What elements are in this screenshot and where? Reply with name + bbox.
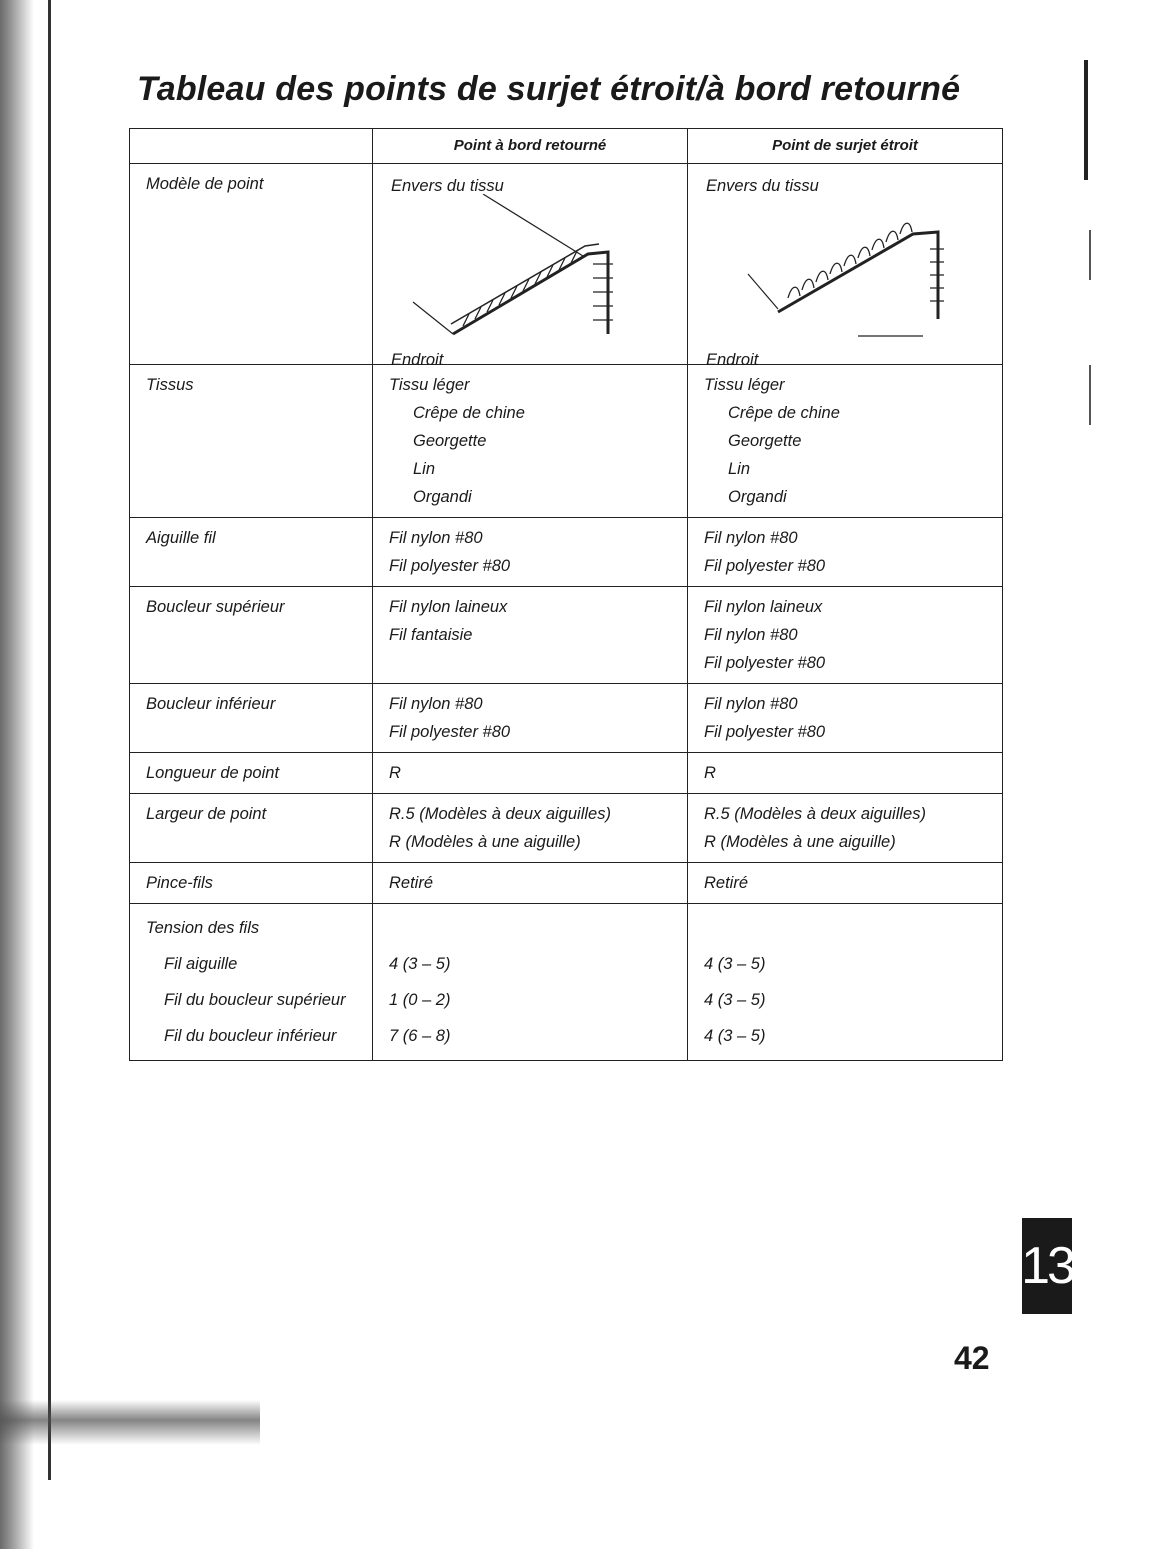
table-row-fabrics: [130, 365, 1003, 518]
cell-line: Fil nylon laineux: [704, 598, 823, 616]
fabric-item: Crêpe de chine: [728, 404, 840, 422]
cell: [373, 518, 688, 587]
scan-shadow-left: [0, 0, 34, 1549]
row-label: Boucleur supérieur: [130, 587, 373, 684]
cell: [688, 794, 1003, 863]
cell: [373, 753, 688, 794]
cell: [373, 684, 688, 753]
scan-mark-right: [1089, 365, 1091, 425]
table-header-row: [130, 129, 1003, 164]
cell: [688, 684, 1003, 753]
cell-line: Retiré: [389, 874, 434, 892]
fabric-back-caption: Envers du tissu: [391, 177, 504, 195]
tension-value: 4 (3 – 5): [704, 991, 766, 1009]
tension-value: 7 (6 – 8): [389, 1027, 451, 1045]
table-row-lower-looper: [130, 684, 1003, 753]
tension-value: 1 (0 – 2): [389, 991, 451, 1009]
table-row-stitch-length: [130, 753, 1003, 794]
narrow-overlock-stitch-icon: [708, 194, 968, 344]
cell-line: Retiré: [704, 874, 749, 892]
fabric-front-caption: Endroit: [391, 351, 444, 369]
tension-values: [373, 904, 688, 1061]
cell-line: Fil polyester #80: [704, 557, 826, 575]
rolled-hem-illustration-cell: [373, 164, 688, 369]
tension-value: 4 (3 – 5): [389, 955, 451, 973]
tension-value: 4 (3 – 5): [704, 1027, 766, 1045]
fabric-heading: Tissu léger: [704, 376, 785, 394]
cell: [688, 753, 1003, 794]
row-label: Pince-fils: [130, 863, 373, 904]
chapter-tab: 13: [1022, 1218, 1072, 1314]
header-empty: [130, 129, 373, 164]
cell: [688, 587, 1003, 684]
fabric-item: Georgette: [413, 432, 487, 450]
table-row-stitch-width: [130, 794, 1003, 863]
tension-value: 4 (3 – 5): [704, 955, 766, 973]
cell-line: Fil nylon #80: [704, 695, 798, 713]
cell-line: Fil polyester #80: [704, 654, 826, 672]
cell-line: Fil nylon laineux: [389, 598, 508, 616]
fabric-item: Lin: [728, 460, 751, 478]
row-label: Modèle de point: [130, 164, 373, 365]
scan-mark-right: [1084, 60, 1088, 180]
cell-line: Fil nylon #80: [389, 529, 483, 547]
cell-line: R (Modèles à une aiguille): [704, 833, 896, 851]
row-label: Tissus: [130, 365, 373, 518]
cell-line: R: [704, 764, 716, 782]
fabric-item: Organdi: [413, 488, 472, 506]
table-row-thread-tension: [130, 904, 1003, 1061]
scan-binding-line: [48, 0, 51, 1480]
page-title: Tableau des points de surjet étroit/à bord retourné: [137, 70, 961, 108]
fabric-list: [373, 365, 688, 518]
fabric-heading: Tissu léger: [389, 376, 470, 394]
row-label: Aiguille fil: [130, 518, 373, 587]
tension-item-label: Fil du boucleur supérieur: [164, 991, 346, 1009]
table-row-pattern: [130, 164, 1003, 365]
cell-line: Fil fantaisie: [389, 626, 473, 644]
tension-item-label: Fil aiguille: [164, 955, 238, 973]
cell-line: Fil polyester #80: [704, 723, 826, 741]
tension-labels: [130, 904, 373, 1061]
fabric-item: Crêpe de chine: [413, 404, 525, 422]
spacer: [704, 910, 986, 946]
fabric-item: Lin: [413, 460, 436, 478]
fabric-list: [688, 365, 1003, 518]
header-rolled-hem: Point à bord retourné: [373, 129, 688, 164]
narrow-overlock-illustration-cell: [688, 164, 1003, 369]
page-number: 42: [954, 1340, 990, 1376]
cell: [373, 587, 688, 684]
cell-line: R: [389, 764, 401, 782]
fabric-item: Organdi: [728, 488, 787, 506]
row-label: Longueur de point: [130, 753, 373, 794]
tension-item-label: Fil du boucleur inférieur: [164, 1027, 337, 1045]
fabric-front-caption: Endroit: [706, 351, 759, 369]
cell-line: R.5 (Modèles à deux aiguilles): [704, 805, 926, 823]
table-row-needle-thread: [130, 518, 1003, 587]
header-narrow-overlock: Point de surjet étroit: [688, 129, 1003, 164]
cell-line: Fil nylon #80: [389, 695, 483, 713]
scan-mark-right: [1089, 230, 1091, 280]
cell-line: Fil nylon #80: [704, 626, 798, 644]
fabric-item: Georgette: [728, 432, 802, 450]
row-label: Largeur de point: [130, 794, 373, 863]
scan-shadow-bottom: [0, 1400, 260, 1445]
cell-line: R (Modèles à une aiguille): [389, 833, 581, 851]
tension-values: [688, 904, 1003, 1061]
row-label: Tension des fils: [146, 919, 260, 937]
rolled-hem-stitch-icon: [393, 194, 653, 344]
cell: [373, 794, 688, 863]
spacer: [389, 910, 671, 946]
cell: [688, 863, 1003, 904]
cell-line: Fil polyester #80: [389, 557, 511, 575]
stitch-settings-table: [129, 128, 1003, 1061]
fabric-back-caption: Envers du tissu: [706, 177, 819, 195]
cell-line: R.5 (Modèles à deux aiguilles): [389, 805, 611, 823]
cell-line: Fil polyester #80: [389, 723, 511, 741]
cell: [688, 518, 1003, 587]
cell-line: Fil nylon #80: [704, 529, 798, 547]
table-row-thread-guide: [130, 863, 1003, 904]
row-label: Boucleur inférieur: [130, 684, 373, 753]
cell: [373, 863, 688, 904]
table-row-upper-looper: [130, 587, 1003, 684]
